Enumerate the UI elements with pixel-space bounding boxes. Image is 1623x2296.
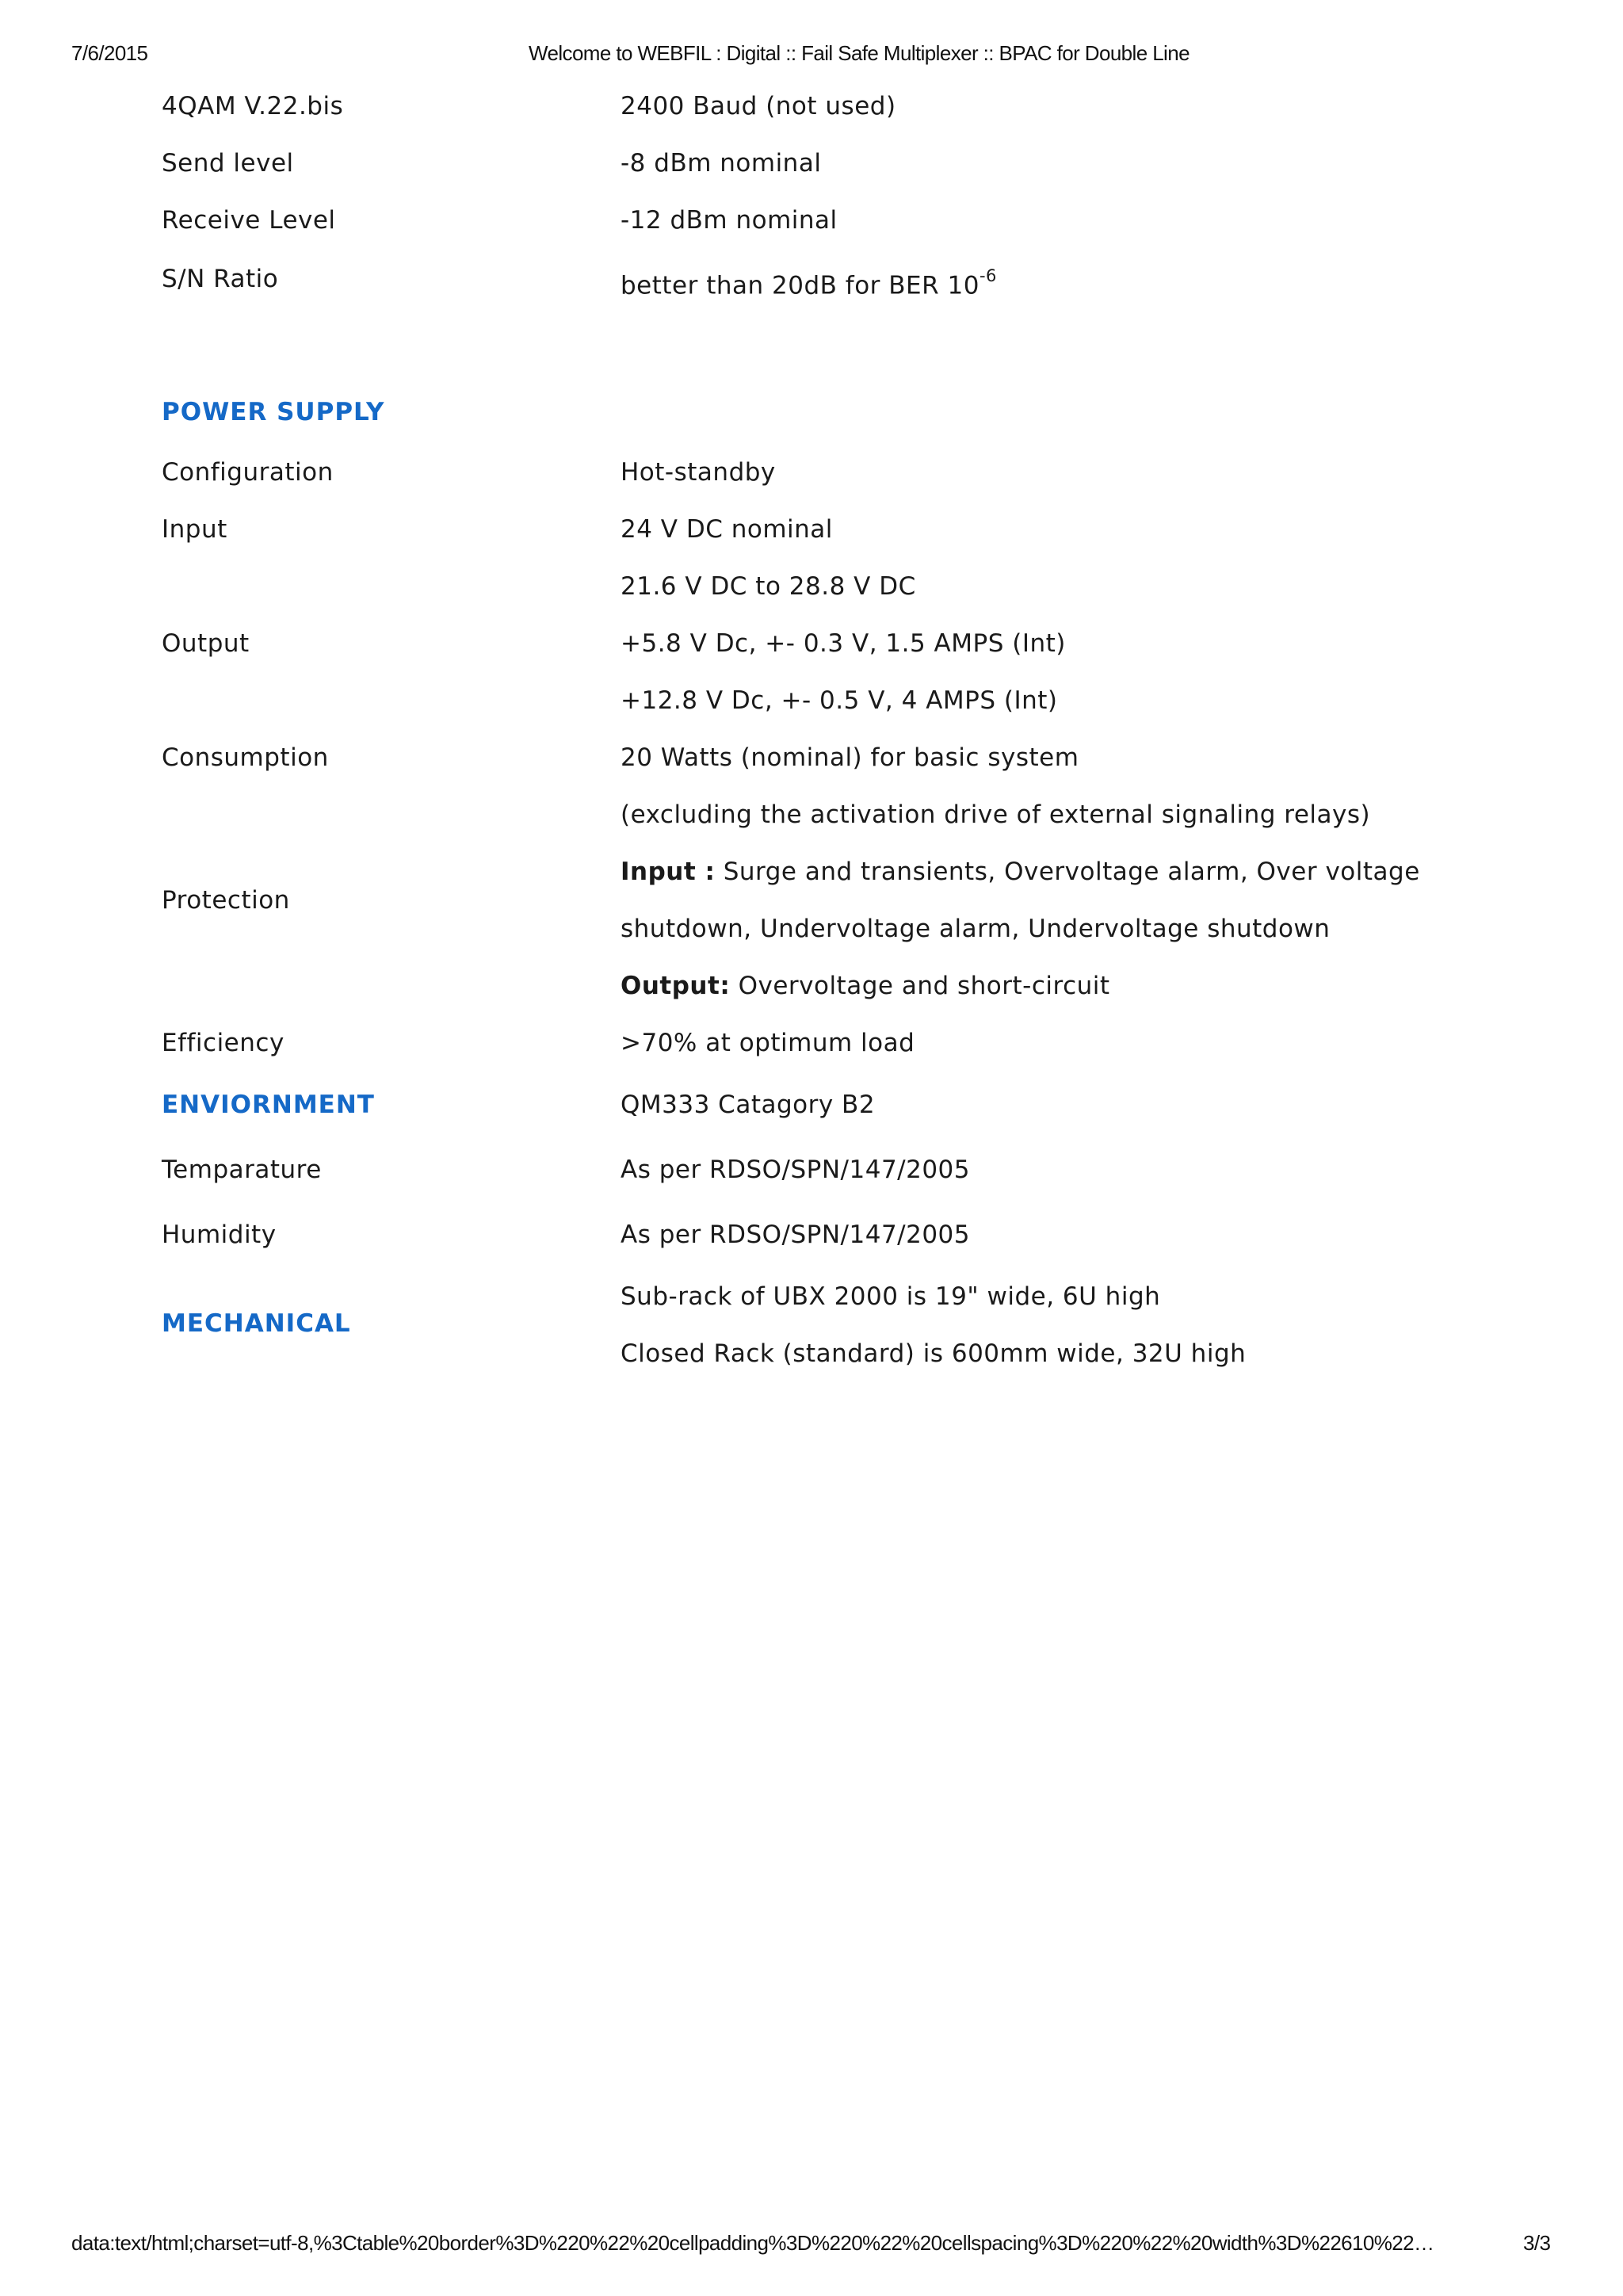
print-date: 7/6/2015: [71, 41, 148, 65]
spec-value: Sub-rack of UBX 2000 is 19" wide, 6U high: [621, 1282, 1161, 1311]
section-heading: POWER SUPPLY: [162, 398, 385, 426]
spec-value: 20 Watts (nominal) for basic system: [621, 743, 1079, 772]
spec-value: 21.6 V DC to 28.8 V DC: [621, 572, 916, 601]
spec-label: Consumption: [162, 743, 329, 772]
page-url: data:text/html;charset=utf-8,%3Ctable%20border%3D%220%22%20cellpadding%3D%220%22%20cellspacing%3D%220%22%20width%3D%22610%22…: [71, 2231, 1434, 2255]
spec-label: Humidity: [162, 1221, 277, 1249]
spec-value: Hot-standby: [621, 458, 776, 487]
spec-value: Closed Rack (standard) is 600mm wide, 32U high: [621, 1339, 1247, 1368]
spec-label: Output: [162, 629, 250, 658]
spec-label: 4QAM V.22.bis: [162, 92, 344, 120]
page-number: 3/3: [1523, 2231, 1551, 2255]
spec-value: [621, 266, 997, 300]
spec-value: [621, 858, 1420, 886]
sn-ratio-exponent: -6: [979, 266, 997, 285]
spec-value: >70% at optimum load: [621, 1029, 915, 1057]
spec-value: 24 V DC nominal: [621, 515, 833, 544]
spec-value: +12.8 V Dc, +- 0.5 V, 4 AMPS (Int): [621, 686, 1058, 715]
sn-ratio-text: better than 20dB for BER 10: [621, 271, 980, 300]
spec-value: As per RDSO/SPN/147/2005: [621, 1156, 971, 1184]
spec-label: Protection: [162, 886, 290, 915]
spec-label: Temparature: [162, 1156, 322, 1184]
spec-value: As per RDSO/SPN/147/2005: [621, 1221, 971, 1249]
protection-input-label: Input :: [621, 858, 716, 886]
spec-value: 2400 Baud (not used): [621, 92, 896, 120]
spec-value: (excluding the activation drive of external signaling relays): [621, 800, 1371, 829]
page-title: Welcome to WEBFIL : Digital :: Fail Safe Multiplexer :: BPAC for Double Line: [529, 41, 1190, 65]
spec-label: Efficiency: [162, 1029, 285, 1057]
spec-value: -12 dBm nominal: [621, 206, 838, 235]
spec-value: [621, 972, 1110, 1000]
spec-label: Receive Level: [162, 206, 336, 235]
spec-label: Input: [162, 515, 227, 544]
spec-label: Send level: [162, 149, 294, 178]
section-heading: ENVIORNMENT: [162, 1091, 375, 1119]
protection-output-text: Overvoltage and short-circuit: [730, 972, 1110, 1000]
spec-label: S/N Ratio: [162, 265, 279, 293]
spec-label: Configuration: [162, 458, 334, 487]
protection-input-text: Surge and transients, Overvoltage alarm, Over voltage: [715, 858, 1420, 886]
spec-value: -8 dBm nominal: [621, 149, 822, 178]
protection-output-label: Output:: [621, 972, 731, 1000]
print-header: [0, 0, 1623, 95]
spec-value: QM333 Catagory B2: [621, 1091, 876, 1119]
spec-value: shutdown, Undervoltage alarm, Undervoltage shutdown: [621, 915, 1331, 943]
spec-value: +5.8 V Dc, +- 0.3 V, 1.5 AMPS (Int): [621, 629, 1066, 658]
section-heading: MECHANICAL: [162, 1309, 351, 1338]
